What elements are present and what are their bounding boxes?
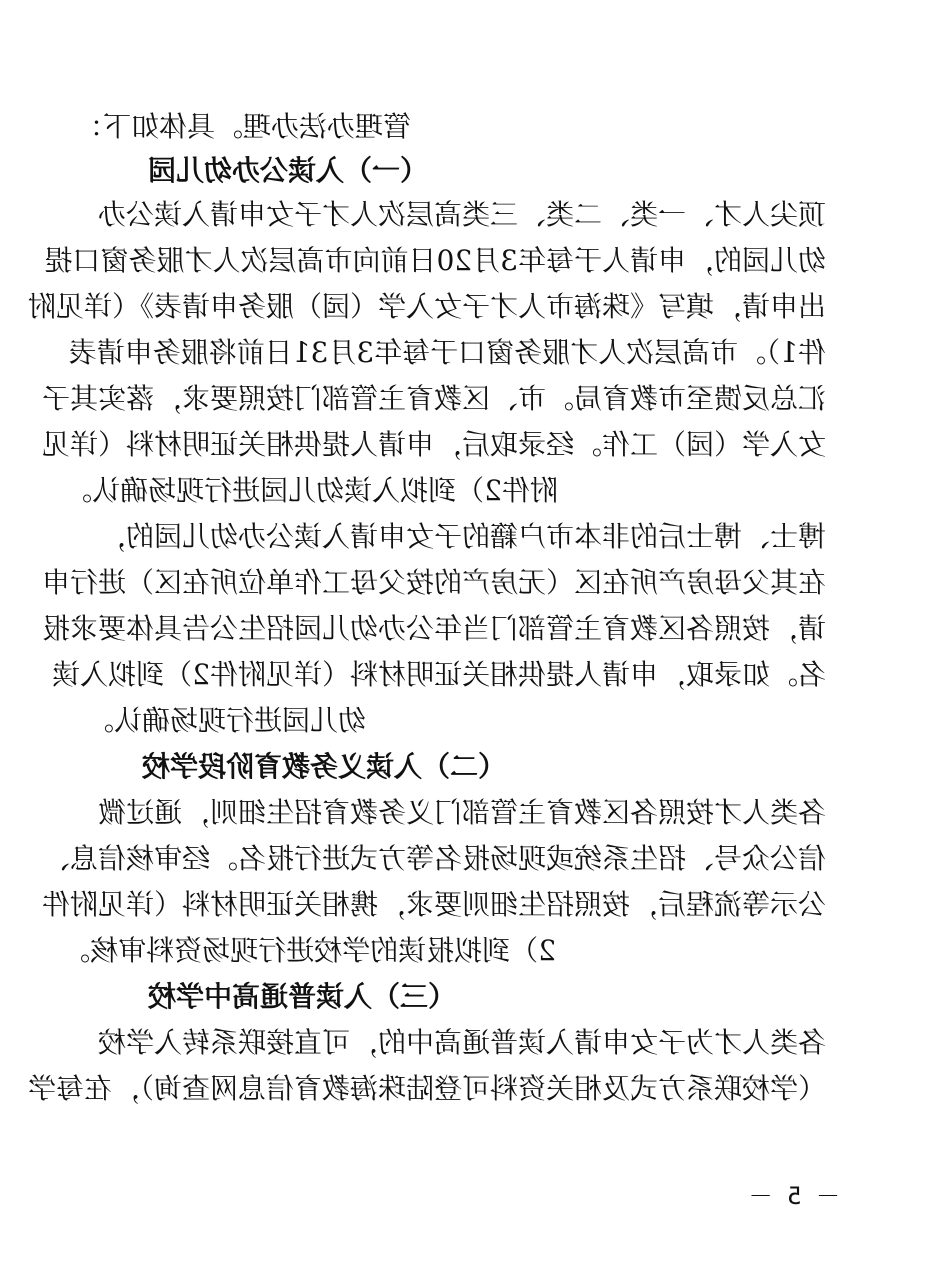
paragraph-line: 在其父母房产所在区（无房产的按父母工作单位所在区）进行申 [41, 566, 826, 599]
section-heading: （二）入读义务教育阶段学校 [141, 750, 506, 783]
paragraph-line: 幼儿园进行现场确认。 [85, 704, 366, 737]
paragraph-line: 顶尖人才、一类、二类、三类高层次人才子女申请入读公办 [97, 198, 826, 231]
paragraph-line: 信公众号、招生系统或现场报名等方式进行报名。经审核信息、 [41, 842, 826, 875]
text-line: 管理办法办理。具体如下： [74, 110, 411, 143]
paragraph-line: （学校联系方式及相关资料可登陆珠海教育信息网查询），在每学 [27, 1072, 826, 1105]
paragraph-line: 出申请，填写《珠海市人才子女入学（园）服务申请表》（详见附 [27, 290, 826, 323]
paragraph-line: 2）到拟报读的学校进行现场资料审核。 [62, 934, 556, 967]
section-heading: （三）入读普通高中学校 [147, 980, 456, 1013]
paragraph-line: 附件2）到拟入读幼儿园进行现场确认。 [64, 474, 558, 507]
paragraph-line: 各类人才为子女申请入读普通高中的，可直接联系转入学校 [97, 1026, 826, 1059]
paragraph-line: 博士、博士后的非本市户籍的子女申请入读公办幼儿园的， [97, 520, 826, 553]
section-heading: （一）入读公办幼儿园 [147, 154, 428, 187]
paragraph-line: 请，按照各区教育主管部门当年公办幼儿园招生公告具体要求报 [41, 612, 826, 645]
paragraph-line: 名。如录取，申请人提供相关证明材料（详见附件2）到拟入读 [52, 658, 826, 691]
paragraph-line: 件1）。市高层次人才服务窗口于每年3月31日前将服务申请表 [68, 336, 826, 369]
paragraph-line: 各类人才按照各区教育主管部门义务教育招生细则，通过微 [97, 796, 826, 829]
paragraph-line: 汇总反馈至市教育局。市、区教育主管部门按照要求，落实其子 [41, 382, 826, 415]
page-number: － 5 － [748, 1182, 840, 1210]
paragraph-line: 幼儿园的，申请人于每年3月20日前向市高层次人才服务窗口提 [44, 244, 826, 277]
paragraph-line: 女入学（园）工作。经录取后，申请人提供相关证明材料（详见 [41, 428, 826, 461]
paragraph-line: 公示等流程后，按照招生细则要求，携相关证明材料（详见附件 [41, 888, 826, 921]
